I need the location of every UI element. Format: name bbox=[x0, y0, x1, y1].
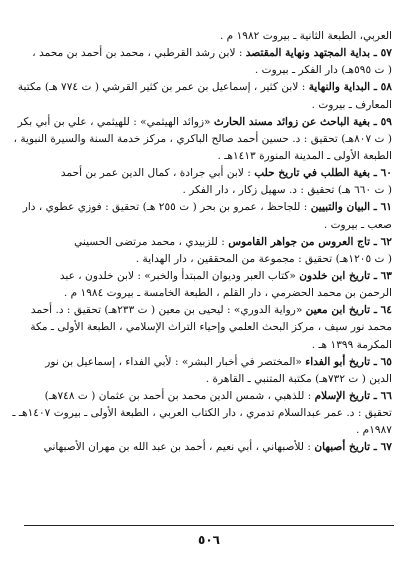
text-line bbox=[12, 405, 392, 422]
text-line bbox=[26, 285, 392, 302]
bibliography-text bbox=[12, 28, 392, 457]
text-line bbox=[26, 439, 392, 456]
text-line bbox=[26, 422, 392, 439]
entry-text: ( ت ٥٩٥هـ) دار الفكر ـ بيروت . bbox=[254, 64, 392, 77]
text-line bbox=[22, 199, 392, 216]
entry-text: : للأصبهاني ، أبي نعيم ، أحمد بن عبد الله بن مهران الأصبهاني bbox=[43, 441, 315, 454]
text-line bbox=[26, 388, 392, 405]
text-line bbox=[26, 319, 392, 336]
entry-text: ١٩٨٧م . bbox=[355, 424, 392, 437]
entry-text: العربي، الطبعة الثانية ـ بيروت ١٩٨٢ م . bbox=[219, 30, 392, 42]
entry-text: «زوائد الهيثمي» : للهيثمي ، علي بن أبي بكر bbox=[17, 115, 214, 128]
entry-text: «المختصر في أخبار البشر» : لأبي الفداء ، إسماعيل بن نور bbox=[45, 355, 306, 368]
text-line bbox=[26, 182, 392, 199]
entry-text: ( ت ٨٠٧هـ) تحقيق : د. حسين أحمد صالح الباكري ، مركز خدمة السنة والسيرة النبوية ، bbox=[13, 132, 392, 145]
entry-title: ٦١ ـ البيان والتبيين bbox=[310, 201, 392, 214]
entry-text: المكرمة ١٣٩٩ هـ . bbox=[311, 338, 392, 351]
text-line bbox=[26, 148, 392, 165]
text-line bbox=[26, 62, 392, 79]
text-line bbox=[26, 371, 392, 388]
text-line bbox=[17, 114, 392, 131]
entry-text: : لابن رشد القرطبي ، محمد بن أحمد بن محمد ، bbox=[32, 47, 246, 60]
text-line bbox=[17, 79, 392, 96]
entry-text: : لابن أبي جرادة ، كمال الدين عمر بن أحمد bbox=[60, 167, 255, 180]
entry-title: ٥٨ ـ البداية والنهاية bbox=[308, 81, 392, 94]
text-line bbox=[26, 337, 392, 354]
entry-text: الدين ( ت ٧٣٢هـ) مكتبة المتنبي ـ القاهرة . bbox=[205, 372, 392, 385]
text-line bbox=[26, 217, 392, 234]
text-line bbox=[26, 251, 392, 268]
entry-text: ( ت ١٢٠٥هـ) تحقيق : مجموعة من المحققين ، دار الهداية . bbox=[135, 252, 392, 265]
text-line bbox=[26, 28, 392, 45]
entry-text: الرحمن بن محمد الحضرمي ، دار القلم ، الطبعة الخامسة ـ بيروت ١٩٨٤ م . bbox=[63, 287, 392, 300]
entry-title: ٥٧ ـ بداية المجتهد ونهاية المقتصد bbox=[245, 47, 392, 60]
page-number: ٥٠٦ bbox=[198, 533, 220, 547]
entry-title: ٥٩ ـ بغية الباحث عن زوائد مسند الحارث bbox=[213, 115, 392, 128]
entry-text: المعارف ـ بيروت . bbox=[311, 98, 392, 111]
text-line bbox=[13, 131, 392, 148]
entry-title: ٦٢ ـ تاج العروس من جواهر القاموس bbox=[228, 235, 392, 248]
entry-text: : للزبيدي ، محمد مرتضى الحسيني bbox=[74, 235, 229, 248]
entry-title: ٦٤ ـ تاريخ ابن معين bbox=[305, 304, 392, 317]
entry-text: الطبعة الأولى ـ المدينة المنورة ١٤١٣هـ . bbox=[217, 149, 392, 162]
entry-title: ٦٠ ـ بغية الطلب في تاريخ حلب bbox=[254, 167, 392, 180]
entry-title: ٦٧ ـ تاريخ أصبهان bbox=[314, 441, 392, 454]
text-line bbox=[26, 268, 392, 285]
text-line bbox=[26, 97, 392, 114]
entry-text: : للذهبي ، شمس الدين محمد بن أحمد بن عثمان ( ت ٧٤٨هـ) bbox=[44, 389, 315, 402]
text-line bbox=[26, 165, 392, 182]
entry-text: : لابن كثير ، إسماعيل بن عمر بن كثير القرشي ( ت ٧٧٤ هـ) مكتبة bbox=[17, 81, 309, 94]
text-line bbox=[26, 234, 392, 251]
entry-title: ٦٣ ـ تاريخ ابن خلدون bbox=[299, 269, 392, 282]
entry-text: صعب ـ بيروت . bbox=[323, 218, 392, 231]
text-line bbox=[26, 354, 392, 371]
entry-text: : للجاحظ ، عمرو بن بحر ( ت ٢٥٥ هـ) تحقيق : فوزي عطوي ، دار bbox=[22, 201, 311, 214]
text-line bbox=[26, 302, 392, 319]
entry-text: ( ت ٦٦٠ هـ) تحقيق : د. سهيل زكار ، دار الفكر . bbox=[182, 184, 392, 197]
entry-text: «رواية الدوري» : ليحيى بن معين ( ت ٢٣٣هـ) تحقيق : د. أحمد bbox=[30, 304, 306, 317]
text-line bbox=[26, 45, 392, 62]
entry-title: ٦٦ ـ تاريخ الإسلام bbox=[314, 389, 392, 402]
entry-title: ٦٥ ـ تاريخ أبو الفداء bbox=[305, 355, 392, 368]
entry-text: تحقيق : د. عمر عبدالسلام تدمري ، دار الكتاب العربي ، الطبعة الأولى ـ بيروت ١٤٠٧هـ ـ bbox=[12, 407, 392, 420]
footer-rule bbox=[24, 525, 394, 526]
entry-text: محمد نور سيف ، مركز البحث العلمي وإحياء التراث الإسلامي ، الطبعة الأولى ـ مكة bbox=[30, 321, 392, 334]
entry-text: «كتاب العبر وديوان المبتدأ والخبر» : لابن خلدون ، عبد bbox=[59, 269, 300, 282]
